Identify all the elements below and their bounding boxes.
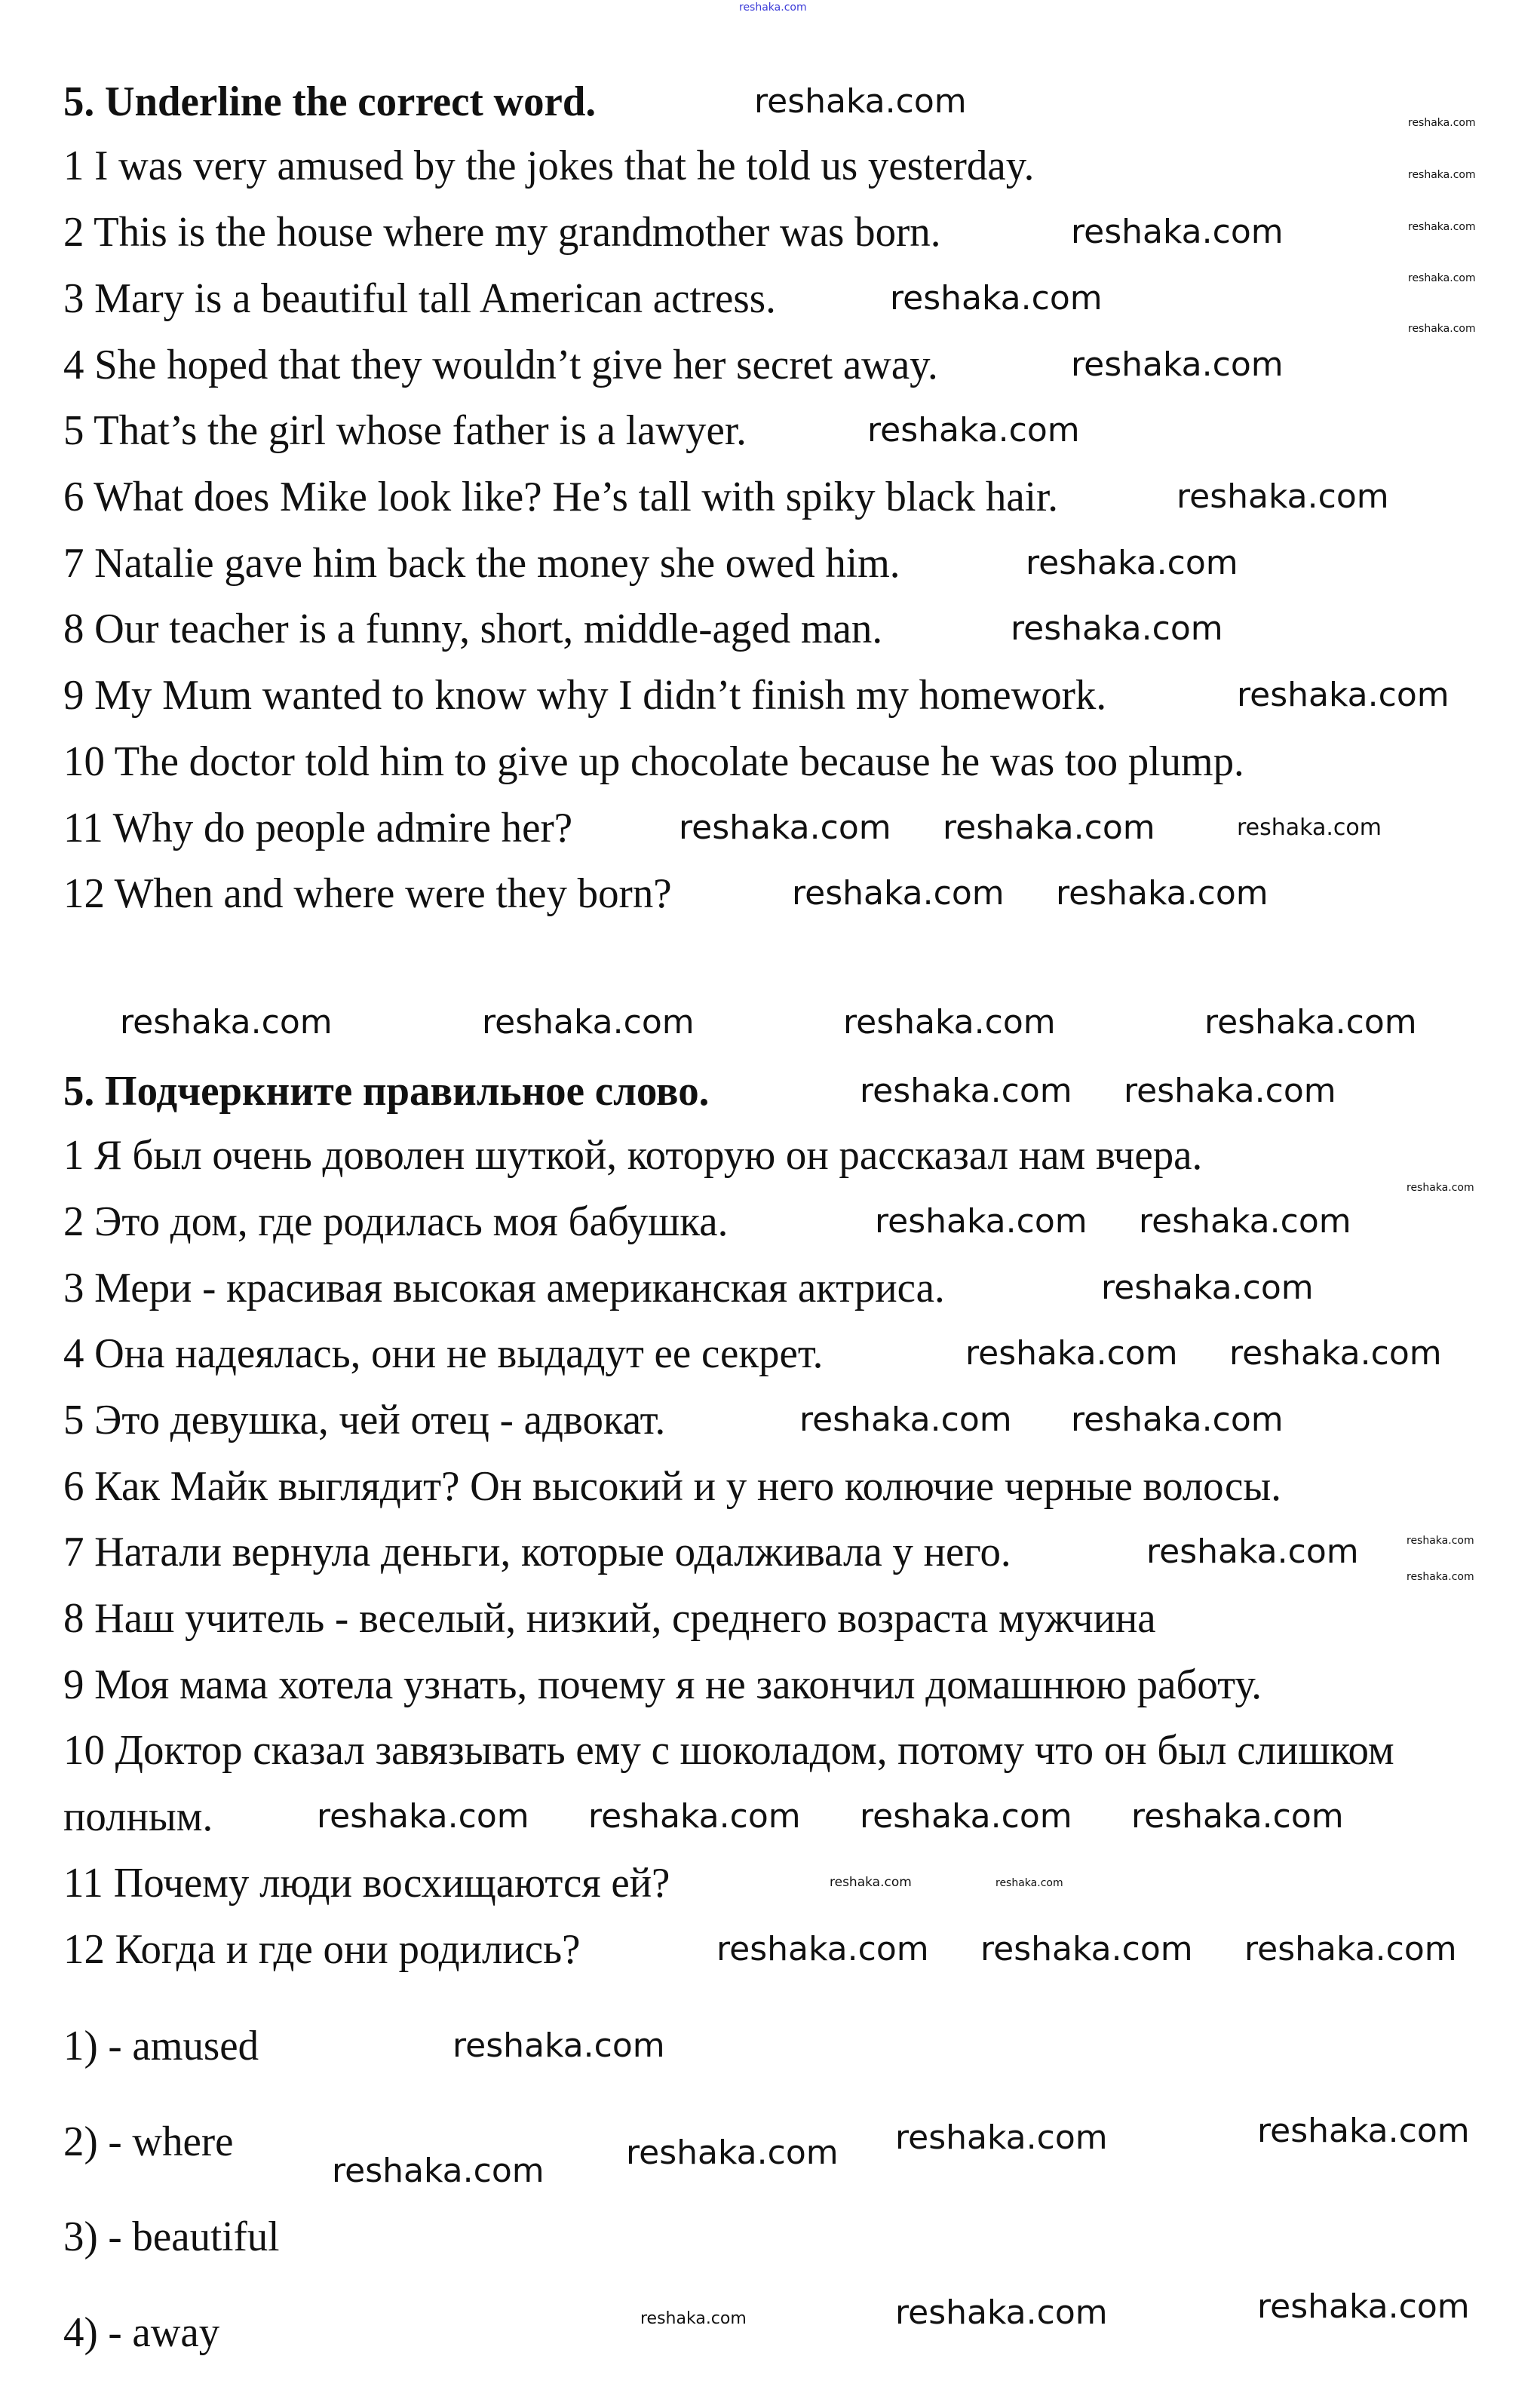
watermark: reshaka.com bbox=[943, 808, 1155, 847]
watermark: reshaka.com bbox=[792, 874, 1005, 913]
watermark: reshaka.com bbox=[1071, 1400, 1284, 1439]
watermark: reshaka.com bbox=[980, 1930, 1193, 1968]
watermark: reshaka.com bbox=[754, 82, 967, 121]
watermark-small: reshaka.com bbox=[1407, 1182, 1474, 1194]
answer: 2) - where bbox=[63, 2118, 234, 2165]
answer: 4) - away bbox=[63, 2309, 220, 2356]
watermark: reshaka.com bbox=[860, 1797, 1072, 1836]
watermark: reshaka.com bbox=[1124, 1072, 1336, 1110]
answer: 3) - beautiful bbox=[63, 2213, 280, 2260]
watermark: reshaka.com bbox=[895, 2293, 1108, 2332]
watermark-small: reshaka.com bbox=[1408, 117, 1476, 129]
watermark: reshaka.com bbox=[452, 2026, 665, 2065]
watermark: reshaka.com bbox=[890, 279, 1103, 318]
sentence-ru: 2 Это дом, где родилась моя бабушка. bbox=[63, 1198, 729, 1245]
watermark: reshaka.com bbox=[640, 2309, 747, 2328]
sentence: 6 What does Mike look like? He’s tall with spiky black hair. bbox=[63, 474, 1058, 520]
sentence-ru: 4 Она надеялась, они не выдадут ее секрет. bbox=[63, 1330, 824, 1377]
watermark: reshaka.com bbox=[1257, 2112, 1470, 2150]
sentence: 9 My Mum wanted to know why I didn’t finish my homework. bbox=[63, 672, 1107, 719]
watermark: reshaka.com bbox=[1101, 1269, 1314, 1307]
watermark: reshaka.com bbox=[1056, 874, 1269, 913]
sentence-ru: 7 Натали вернула деньги, которые одалживала у него. bbox=[63, 1529, 1011, 1575]
watermark-small: reshaka.com bbox=[1407, 1535, 1474, 1547]
watermark: reshaka.com bbox=[1229, 1334, 1442, 1373]
watermark: reshaka.com bbox=[875, 1202, 1088, 1241]
sentence: 12 When and where were they born? bbox=[63, 870, 672, 917]
watermark: reshaka.com bbox=[843, 1003, 1056, 1042]
watermark: reshaka.com bbox=[626, 2134, 839, 2172]
watermark-small: reshaka.com bbox=[1408, 221, 1476, 233]
watermark: reshaka.com bbox=[679, 808, 891, 847]
watermark: reshaka.com bbox=[1257, 2287, 1470, 2326]
sentence: 5 That’s the girl whose father is a lawyer. bbox=[63, 407, 747, 454]
watermark-small: reshaka.com bbox=[995, 1877, 1063, 1889]
sentence-ru: 12 Когда и где они родились? bbox=[63, 1926, 581, 1973]
sentence: 11 Why do people admire her? bbox=[63, 805, 573, 851]
watermark: reshaka.com bbox=[1146, 1532, 1359, 1571]
watermark: reshaka.com bbox=[1139, 1202, 1351, 1241]
watermark: reshaka.com bbox=[588, 1797, 801, 1836]
watermark: reshaka.com bbox=[120, 1003, 333, 1042]
sentence-ru: 3 Мери - красивая высокая американская актриса. bbox=[63, 1265, 945, 1311]
exercise-heading: 5. Underline the correct word. bbox=[63, 78, 597, 125]
sentence: 4 She hoped that they wouldn’t give her secret away. bbox=[63, 342, 938, 388]
watermark-small: reshaka.com bbox=[830, 1875, 912, 1890]
sentence-ru: 5 Это девушка, чей отец - адвокат. bbox=[63, 1397, 666, 1443]
watermark-small: reshaka.com bbox=[1407, 1571, 1474, 1583]
watermark: reshaka.com bbox=[860, 1072, 1072, 1110]
sentence: 7 Natalie gave him back the money she owed him. bbox=[63, 540, 900, 587]
watermark-small: reshaka.com bbox=[1408, 323, 1476, 335]
watermark: reshaka.com bbox=[1071, 345, 1284, 384]
watermark: reshaka.com bbox=[1071, 213, 1284, 251]
watermark: reshaka.com bbox=[895, 2118, 1108, 2157]
watermark: reshaka.com bbox=[1237, 676, 1450, 714]
watermark: reshaka.com bbox=[716, 1930, 929, 1968]
watermark: reshaka.com bbox=[317, 1797, 529, 1836]
watermark: reshaka.com bbox=[482, 1003, 695, 1042]
sentence: 8 Our teacher is a funny, short, middle-aged man. bbox=[63, 606, 883, 652]
watermark: reshaka.com bbox=[799, 1400, 1012, 1439]
exercise-heading-ru: 5. Подчеркните правильное слово. bbox=[63, 1068, 710, 1115]
header-watermark[interactable]: reshaka.com bbox=[739, 2, 807, 14]
sentence-ru: полным. bbox=[63, 1793, 213, 1840]
watermark: reshaka.com bbox=[1011, 609, 1223, 648]
watermark: reshaka.com bbox=[1204, 1003, 1417, 1042]
sentence-ru: 6 Как Майк выглядит? Он высокий и у него колючие черные волосы. bbox=[63, 1463, 1281, 1510]
watermark: reshaka.com bbox=[867, 411, 1080, 449]
watermark: reshaka.com bbox=[1244, 1930, 1457, 1968]
watermark: reshaka.com bbox=[1026, 544, 1238, 582]
watermark: reshaka.com bbox=[332, 2152, 545, 2190]
sentence-ru: 8 Наш учитель - веселый, низкий, среднего возраста мужчина bbox=[63, 1595, 1156, 1642]
sentence-ru: 10 Доктор сказал завязывать ему с шоколадом, потому что он был слишком bbox=[63, 1727, 1394, 1774]
sentence: 3 Mary is a beautiful tall American actress. bbox=[63, 275, 776, 322]
sentence: 2 This is the house where my grandmother was born. bbox=[63, 209, 941, 256]
watermark-small: reshaka.com bbox=[1408, 169, 1476, 181]
sentence-ru: 9 Моя мама хотела узнать, почему я не закончил домашнюю работу. bbox=[63, 1661, 1262, 1708]
watermark-small: reshaka.com bbox=[1408, 272, 1476, 284]
sentence-ru: 11 Почему люди восхищаются ей? bbox=[63, 1860, 670, 1907]
sentence-ru: 1 Я был очень доволен шуткой, которую он рассказал нам вчера. bbox=[63, 1132, 1203, 1179]
watermark: reshaka.com bbox=[965, 1334, 1178, 1373]
sentence: 1 I was very amused by the jokes that he told us yesterday. bbox=[63, 143, 1035, 189]
sentence: 10 The doctor told him to give up chocolate because he was too plump. bbox=[63, 738, 1244, 785]
answer: 1) - amused bbox=[63, 2023, 259, 2069]
watermark: reshaka.com bbox=[1131, 1797, 1344, 1836]
watermark: reshaka.com bbox=[1176, 477, 1389, 516]
watermark: reshaka.com bbox=[1237, 814, 1382, 841]
